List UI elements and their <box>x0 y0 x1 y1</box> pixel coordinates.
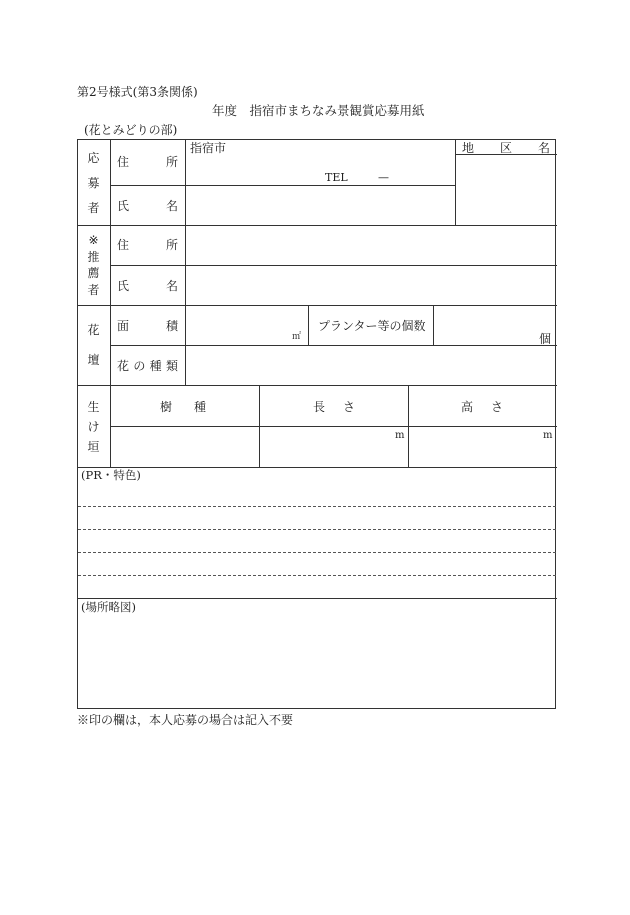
species-field[interactable] <box>111 427 258 466</box>
length-field[interactable] <box>260 427 407 466</box>
recommender-address-field[interactable] <box>186 226 556 264</box>
planter-count-field[interactable] <box>434 306 556 344</box>
area-field[interactable] <box>186 306 307 344</box>
applicant-address-label: 住 所 <box>117 155 178 169</box>
tel-label: TEL <box>325 171 348 184</box>
divider <box>110 139 111 467</box>
map-field[interactable] <box>78 618 556 708</box>
height-label: 高 さ <box>461 400 503 414</box>
tel-separator: — <box>378 171 389 184</box>
pr-label: (PR・特色) <box>81 468 141 482</box>
hedge-section-label: 生 け 垣 <box>87 400 100 454</box>
divider <box>77 467 557 468</box>
species-label: 樹 種 <box>160 400 206 414</box>
recommender-name-field[interactable] <box>186 266 556 304</box>
district-field[interactable] <box>456 155 556 224</box>
area-label: 面 積 <box>117 319 178 333</box>
recommender-address-label: 住 所 <box>117 238 178 252</box>
divider <box>77 598 557 599</box>
pr-field[interactable] <box>78 486 556 596</box>
applicant-section-label: 応 募 者 <box>87 151 100 215</box>
map-label: (場所略図) <box>81 600 136 614</box>
length-unit: m <box>395 430 405 441</box>
recommender-name-label: 氏 名 <box>117 279 178 293</box>
divider <box>77 385 557 386</box>
applicant-name-label: 氏 名 <box>117 199 178 213</box>
flower-kind-label: 花 の 種 類 <box>117 359 178 373</box>
area-unit: ㎡ <box>292 332 302 342</box>
height-field[interactable] <box>409 427 556 466</box>
district-label: 地 区 名 <box>462 141 550 155</box>
recommender-section-label: ※ 推 薦 者 <box>87 233 100 297</box>
height-unit: m <box>543 430 553 441</box>
category-label: (花とみどりの部) <box>84 123 178 137</box>
flowerbed-section-label: 花 壇 <box>87 323 100 367</box>
footnote: ※印の欄は，本人応募の場合は記入不要 <box>77 713 294 727</box>
form-number: 第2号様式(第3条関係) <box>77 85 198 99</box>
form-title: 年度 指宿市まちなみ景観賞応募用紙 <box>212 103 425 118</box>
planter-count-label: プランター等の個数 <box>318 319 426 333</box>
length-label: 長 さ <box>313 400 355 414</box>
applicant-name-field[interactable] <box>186 186 454 224</box>
planter-unit: 個 <box>539 332 552 346</box>
applicant-address-value: 指宿市 <box>190 141 227 155</box>
applicant-address-field[interactable] <box>186 140 454 185</box>
flower-kind-field[interactable] <box>186 346 556 384</box>
divider <box>308 305 309 345</box>
